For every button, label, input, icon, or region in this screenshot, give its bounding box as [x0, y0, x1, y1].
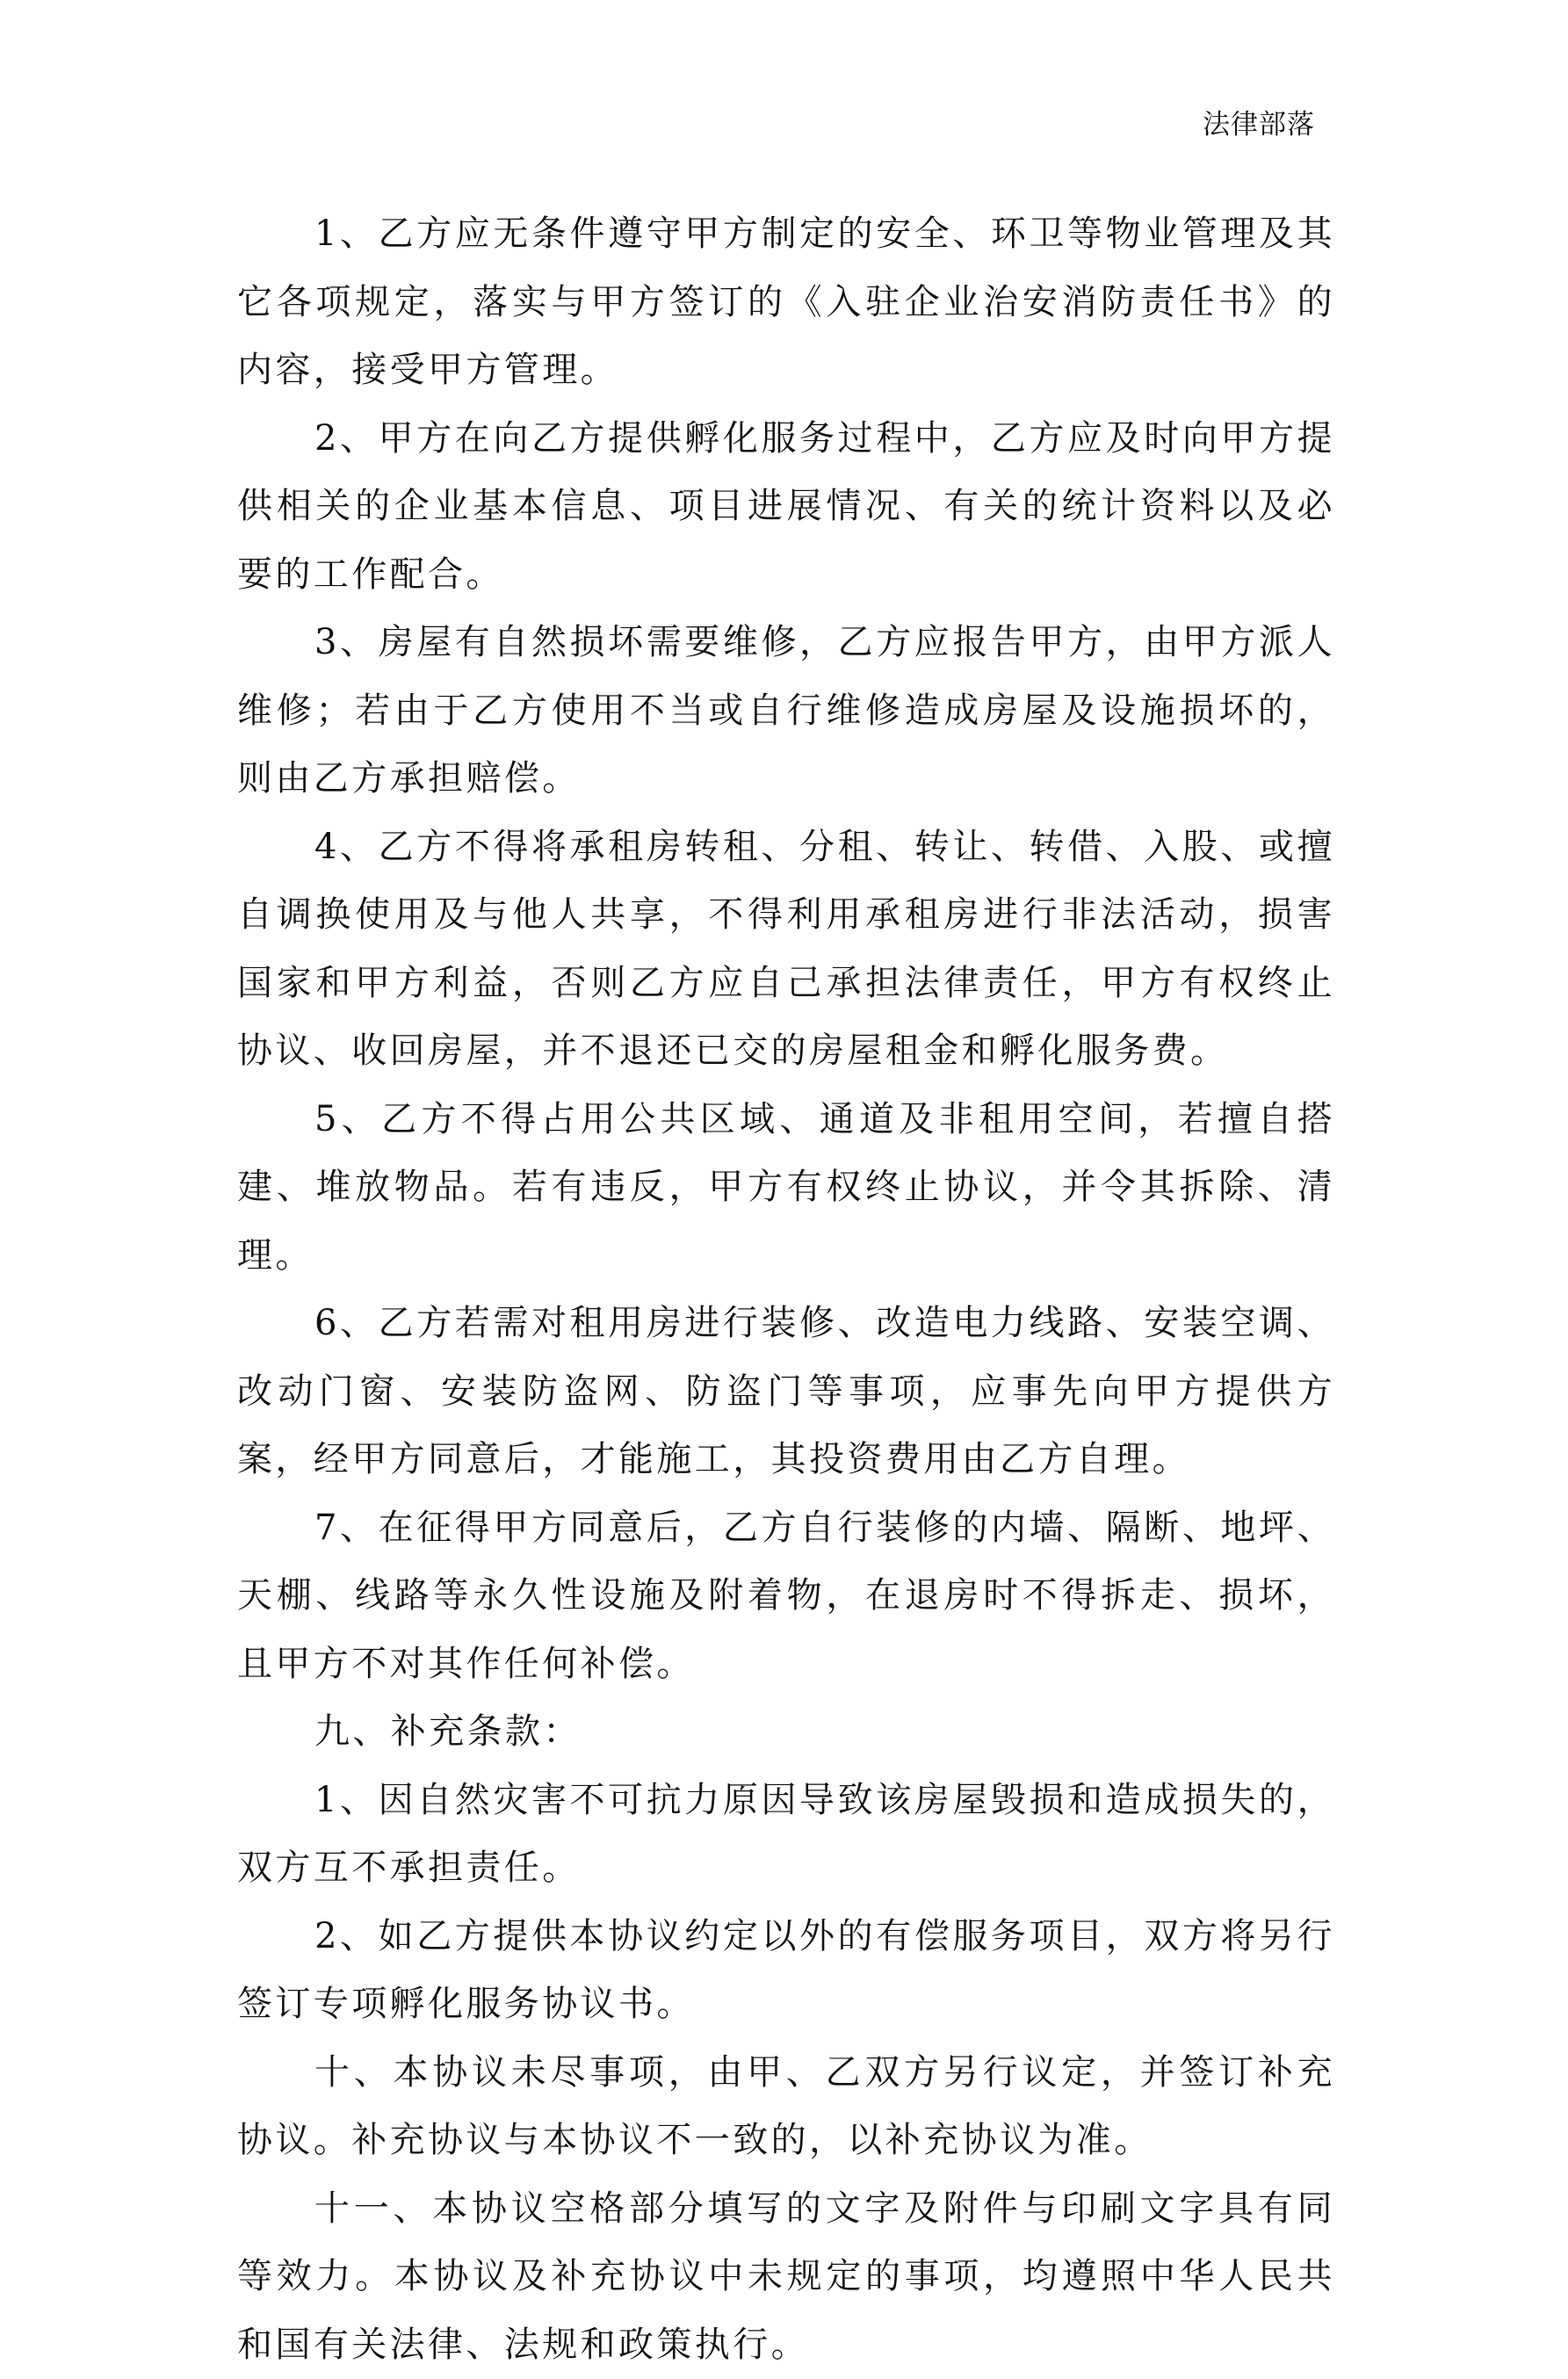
- section-heading: 九、补充条款：: [237, 1698, 1335, 1767]
- clause-paragraph: 6、乙方若需对租用房进行装修、改造电力线路、安装空调、改动门窗、安装防盗网、防盗门等事项，应事先向甲方提供方案，经甲方同意后，才能施工，其投资费用由乙方自理。: [237, 1290, 1335, 1494]
- clause-paragraph: 3、房屋有自然损坏需要维修，乙方应报告甲方，由甲方派人维修；若由于乙方使用不当或自行维修造成房屋及设施损坏的，则由乙方承担赔偿。: [237, 609, 1335, 813]
- clause-paragraph: 1、因自然灾害不可抗力原因导致该房屋毁损和造成损失的，双方互不承担责任。: [237, 1767, 1335, 1903]
- clause-paragraph: 4、乙方不得将承租房转租、分租、转让、转借、入股、或擅自调换使用及与他人共享，不得利用承租房进行非法活动，损害国家和甲方利益，否则乙方应自己承担法律责任，甲方有权终止协议、收回房屋，并不退还已交的房屋租金和孵化服务费。: [237, 813, 1335, 1086]
- clause-paragraph: 7、在征得甲方同意后，乙方自行装修的内墙、隔断、地坪、天棚、线路等永久性设施及附着物，在退房时不得拆走、损坏，且甲方不对其作任何补偿。: [237, 1494, 1335, 1699]
- clause-paragraph: 5、乙方不得占用公共区域、通道及非租用空间，若擅自搭建、堆放物品。若有违反，甲方有权终止协议，并令其拆除、清理。: [237, 1086, 1335, 1291]
- section-paragraph: 十一、本协议空格部分填写的文字及附件与印刷文字具有同等效力。本协议及补充协议中未规定的事项，均遵照中华人民共和国有关法律、法规和政策执行。: [237, 2175, 1335, 2379]
- clause-paragraph: 2、甲方在向乙方提供孵化服务过程中，乙方应及时向甲方提供相关的企业基本信息、项目进展情况、有关的统计资料以及必要的工作配合。: [237, 405, 1335, 610]
- clause-paragraph: 2、如乙方提供本协议约定以外的有偿服务项目，双方将另行签订专项孵化服务协议书。: [237, 1903, 1335, 2039]
- section-paragraph: 十、本协议未尽事项，由甲、乙双方另行议定，并签订补充协议。补充协议与本协议不一致的，以补充协议为准。: [237, 2039, 1335, 2175]
- document-body: [237, 200, 1335, 2379]
- clause-paragraph: 1、乙方应无条件遵守甲方制定的安全、环卫等物业管理及其它各项规定，落实与甲方签订的《入驻企业治安消防责任书》的内容，接受甲方管理。: [237, 200, 1335, 405]
- document-header-label: 法律部落: [1203, 107, 1315, 142]
